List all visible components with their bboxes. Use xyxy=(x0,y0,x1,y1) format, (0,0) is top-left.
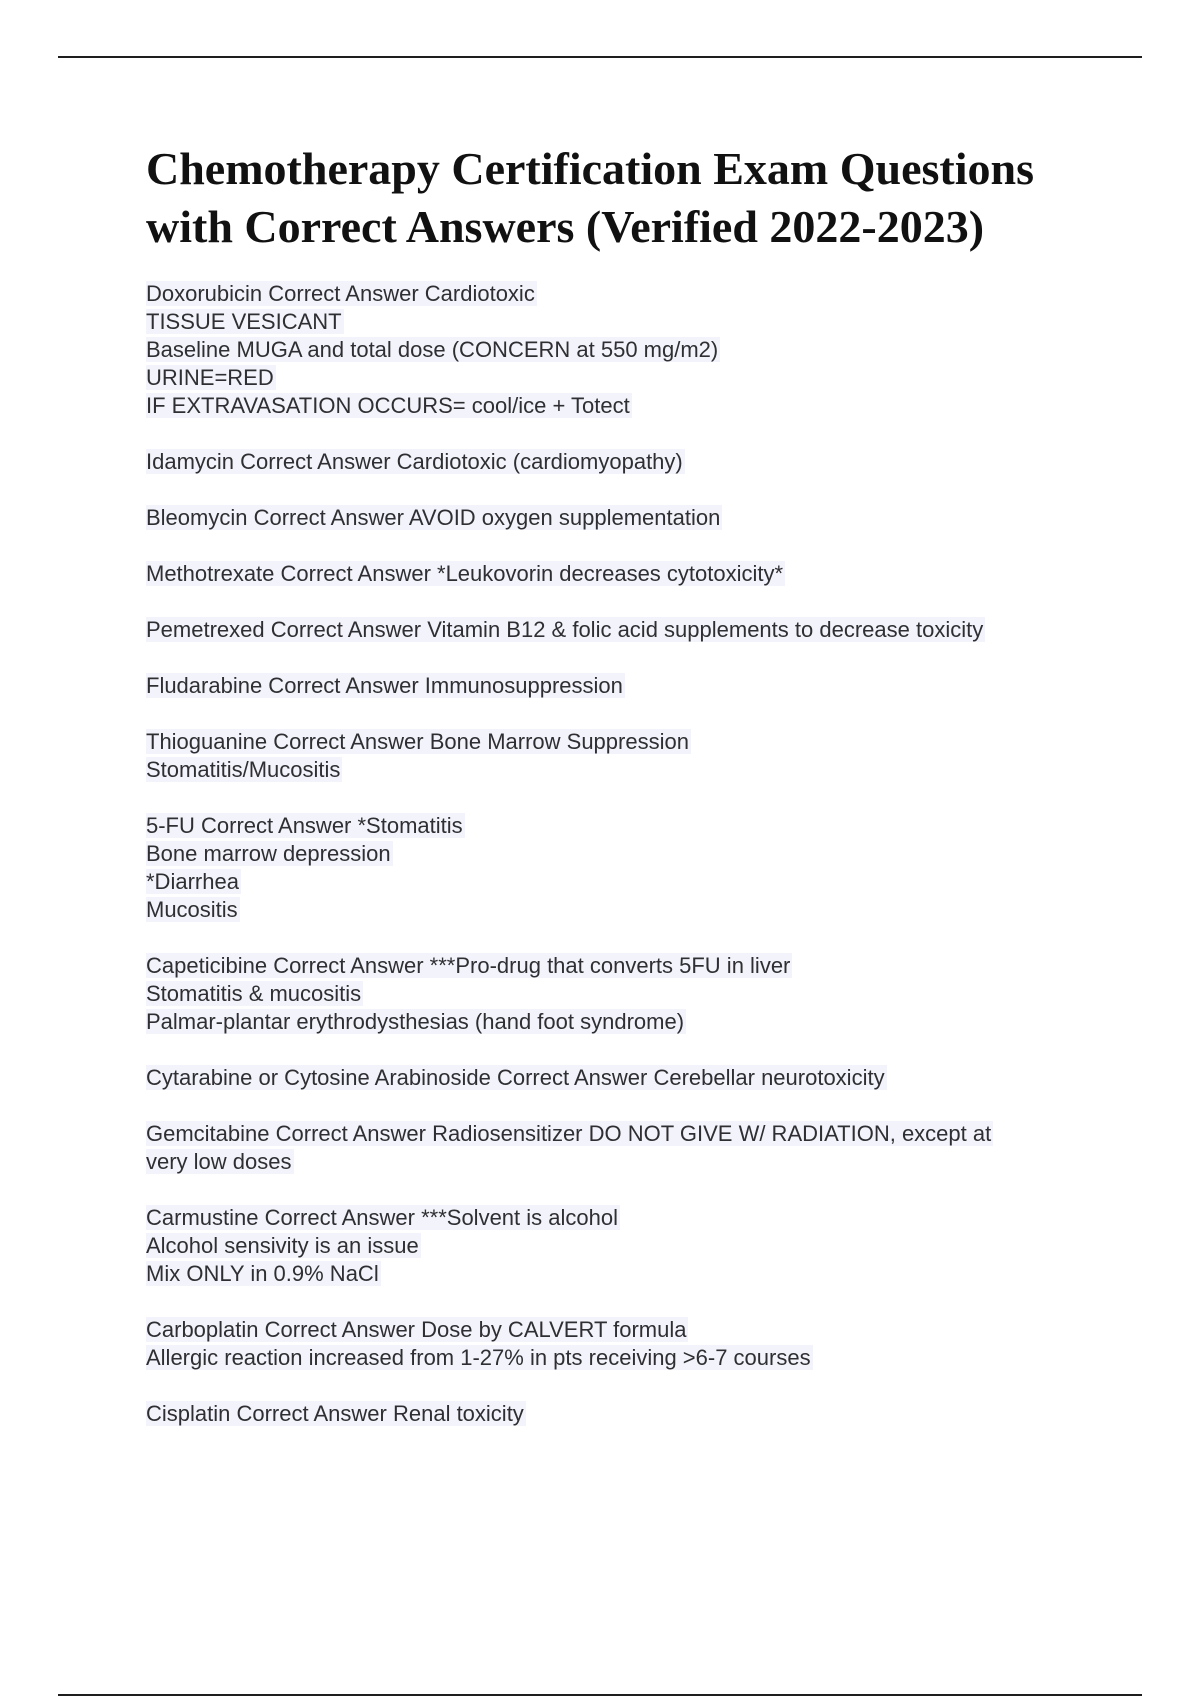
qa-entry-gemcitabine xyxy=(146,1120,1086,1176)
entry-line: Mix ONLY in 0.9% NaCl xyxy=(146,1261,379,1286)
qa-entry-doxorubicin xyxy=(146,280,1086,420)
entry-line: Capeticibine Correct Answer ***Pro-drug that converts 5FU in liver xyxy=(146,953,791,978)
entry-line: Baseline MUGA and total dose (CONCERN at 550 mg/m2) xyxy=(146,337,719,362)
document-body xyxy=(146,140,1086,1456)
entry-line: TISSUE VESICANT xyxy=(146,309,342,334)
entry-line: 5-FU Correct Answer *Stomatitis xyxy=(146,813,463,838)
entry-line: Doxorubicin Correct Answer Cardiotoxic xyxy=(146,281,535,306)
entry-line: Fludarabine Correct Answer Immunosuppression xyxy=(146,673,623,698)
entry-line: Alcohol sensivity is an issue xyxy=(146,1233,419,1258)
entry-line: Carmustine Correct Answer ***Solvent is alcohol xyxy=(146,1205,618,1230)
document-title: Chemotherapy Certification Exam Questions with Correct Answers (Verified 2022-2023) xyxy=(146,143,1034,252)
entry-line: very low doses xyxy=(146,1149,292,1174)
entry-line: Cytarabine or Cytosine Arabinoside Correct Answer Cerebellar neurotoxicity xyxy=(146,1065,885,1090)
entry-line: URINE=RED xyxy=(146,365,274,390)
entry-line: Gemcitabine Correct Answer Radiosensitizer DO NOT GIVE W/ RADIATION, except at xyxy=(146,1121,992,1146)
entry-line: Carboplatin Correct Answer Dose by CALVERT formula xyxy=(146,1317,687,1342)
qa-entry-5fu xyxy=(146,812,1086,924)
qa-entry-pemetrexed xyxy=(146,616,1086,644)
qa-entry-cisplatin xyxy=(146,1400,1086,1428)
qa-entry-methotrexate xyxy=(146,560,1086,588)
entry-line: Stomatitis & mucositis xyxy=(146,981,362,1006)
top-rule xyxy=(58,56,1142,58)
entry-line: Idamycin Correct Answer Cardiotoxic (cardiomyopathy) xyxy=(146,449,683,474)
entry-line: Allergic reaction increased from 1-27% in pts receiving >6-7 courses xyxy=(146,1345,811,1370)
qa-entry-capeticibine xyxy=(146,952,1086,1036)
qa-entry-carmustine xyxy=(146,1204,1086,1288)
entry-line: Thioguanine Correct Answer Bone Marrow Suppression xyxy=(146,729,689,754)
entry-line: Mucositis xyxy=(146,897,238,922)
qa-entry-thioguanine xyxy=(146,728,1086,784)
qa-entry-cytarabine xyxy=(146,1064,1086,1092)
bottom-rule xyxy=(58,1694,1142,1696)
qa-entry-carboplatin xyxy=(146,1316,1086,1372)
entry-line: Methotrexate Correct Answer *Leukovorin decreases cytotoxicity* xyxy=(146,561,784,586)
entry-line: Bone marrow depression xyxy=(146,841,391,866)
entry-line: Pemetrexed Correct Answer Vitamin B12 & folic acid supplements to decrease toxicity xyxy=(146,617,984,642)
qa-entry-bleomycin xyxy=(146,504,1086,532)
entry-line: IF EXTRAVASATION OCCURS= cool/ice + Totect xyxy=(146,393,630,418)
entry-line: Cisplatin Correct Answer Renal toxicity xyxy=(146,1401,524,1426)
qa-entry-idamycin xyxy=(146,448,1086,476)
entry-line: Palmar-plantar erythrodysthesias (hand foot syndrome) xyxy=(146,1009,685,1034)
entry-line: Bleomycin Correct Answer AVOID oxygen supplementation xyxy=(146,505,721,530)
entry-line: Stomatitis/Mucositis xyxy=(146,757,341,782)
entry-line: *Diarrhea xyxy=(146,869,239,894)
qa-entry-fludarabine xyxy=(146,672,1086,700)
